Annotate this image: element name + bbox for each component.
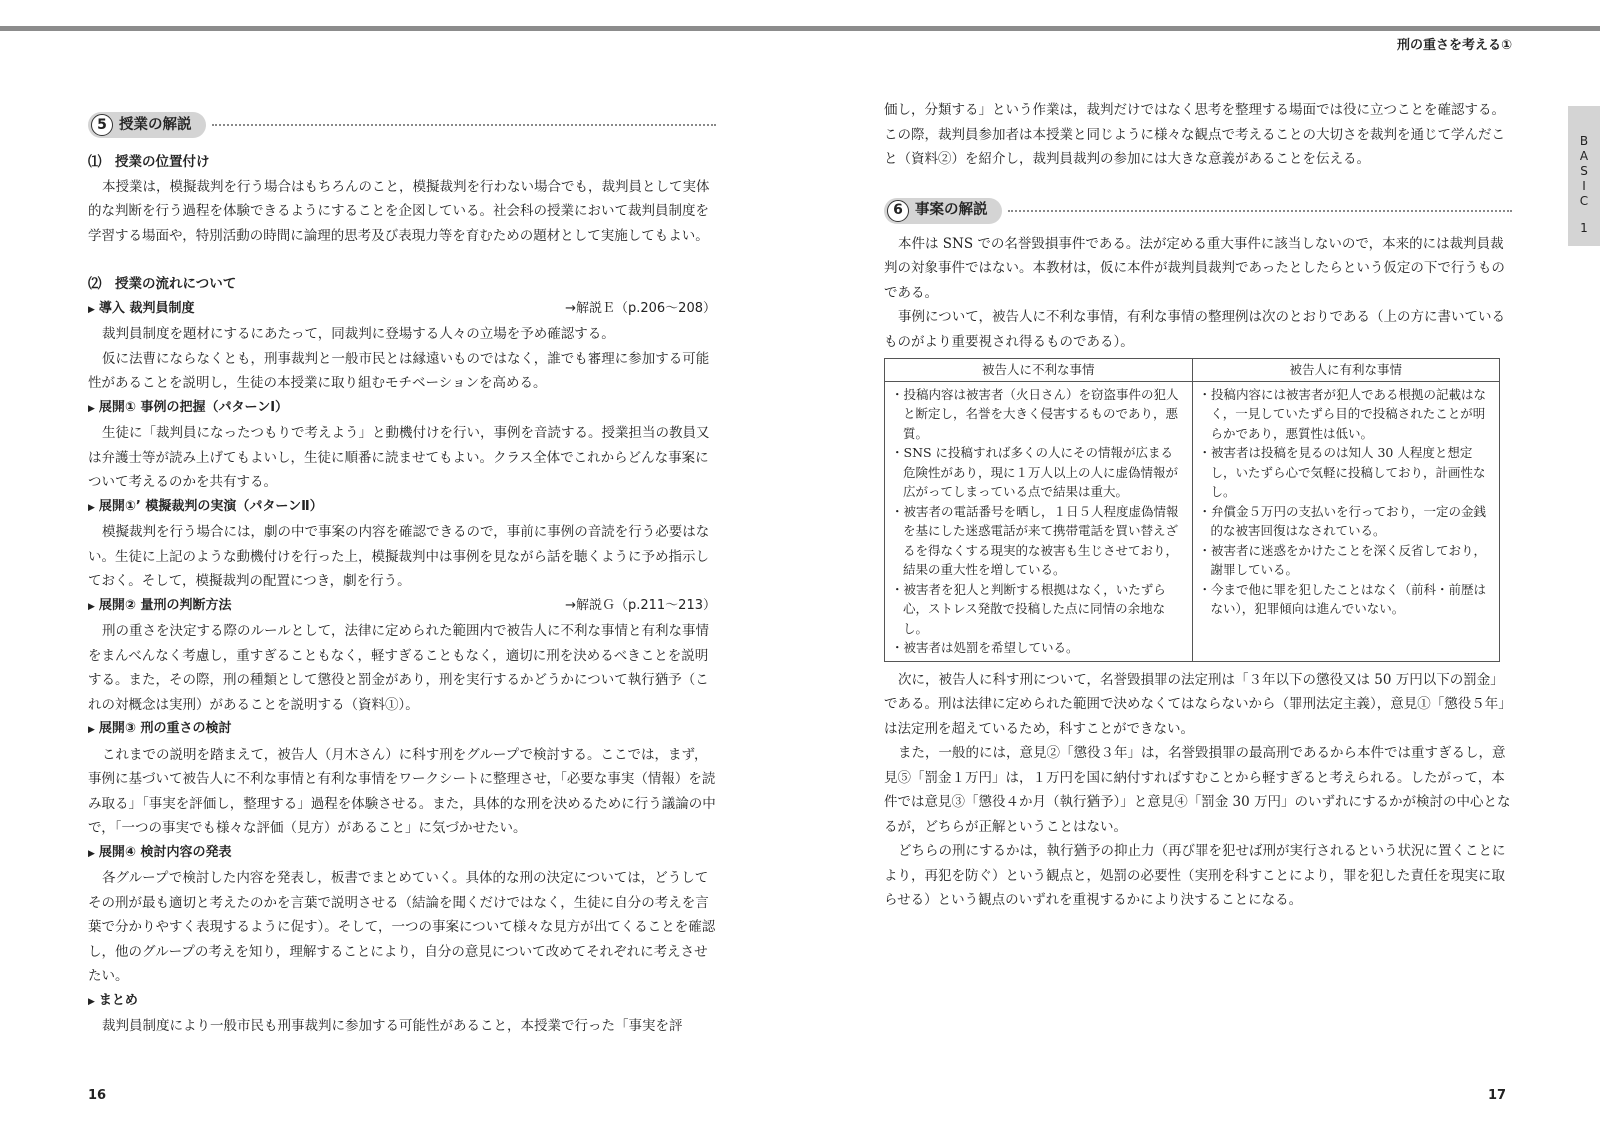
list-item: ・弁償金５万円の支払いを行っており，一定の金銭的な被害回復はなされている。: [1198, 503, 1487, 538]
reference-link-text: →解説Ｅ（p.206〜208）: [565, 300, 716, 316]
step-heading: ▶ 導入 裁判員制度 →解説Ｅ（p.206〜208）: [88, 297, 716, 323]
side-tab-letter: A: [1579, 149, 1589, 163]
triangle-bullet-icon: ▶: [88, 403, 95, 414]
triangle-bullet-icon: ▶: [88, 725, 95, 735]
section-number-badge: 6: [887, 200, 909, 222]
unfavorable-cell: [885, 381, 1193, 661]
reference-link-text: →解説Ｇ（p.211〜213）: [565, 597, 716, 613]
subheading-flow: ⑵ 授業の流れについて: [88, 276, 237, 292]
paragraph-continuation: 価し，分類する」という作業は，裁判だけではなく思考を整理する場面では役に立つことを確認する。この際，裁判員参加者は本授業と同じように様々な観点で考えることの大切さを裁判を通じて学んだこと（資料②）を紹介し，裁判員裁判の参加には大きな意義があることを伝える。: [884, 102, 1505, 167]
triangle-bullet-icon: ▶: [88, 601, 95, 612]
section-title: 事案の解説: [915, 202, 988, 219]
dotted-rule: [1008, 210, 1513, 212]
list-item: ・被害者は投稿を見るのは知人 30 人程度と想定し，いたずら心で気軽に投稿しており，計画性なし。: [1198, 445, 1486, 499]
subheading-position: ⑴ 授業の位置付け: [88, 154, 210, 170]
paragraph: これまでの説明を踏まえて，被告人（月木さん）に科す刑をグループで検討する。ここでは，まず，事例に基づいて被告人に不利な事情と有利な事情をワークシートに整理させ，「必要な事実（情報）を読み取る」「事実を評価し，整理する」過程を体験させる。また，具体的な刑を決めるために行う議論の中で，「一つの事実でも様々な評価（見方）があること」に気づかせたい。: [88, 746, 716, 836]
triangle-bullet-icon: ▶: [88, 848, 95, 859]
list-item: ・被害者は処罰を希望している。: [891, 640, 1079, 655]
left-column: [88, 110, 716, 1039]
side-tab-letter: C: [1579, 194, 1589, 208]
paragraph: 事例について，被告人に不利な事情，有利な事情の整理例は次のとおりである（上の方に書いているものがより重要視され得るものである）。: [884, 309, 1505, 350]
page-number-right: 17: [1488, 1088, 1507, 1103]
list-item: ・SNS に投稿すれば多くの人にその情報が広まる危険性があり，現に１万人以上の人に虚偽情報が広がってしまっている点で結果は重大。: [891, 445, 1179, 499]
section-title: 授業の解説: [119, 116, 192, 133]
favorable-cell: [1192, 381, 1500, 661]
paragraph: 裁判員制度により一般市民も刑事裁判に参加する可能性があること，本授業で行った「事実を評: [102, 1018, 683, 1034]
paragraph: 模擬裁判を行う場合には，劇の中で事案の内容を確認できるので，事前に事例の音読を行う必要はない。生徒に上記のような動機付けを行った上，模擬裁判中は事例を見ながら話を聴くように予め指示しておく。そして，模擬裁判の配置につき，劇を行う。: [88, 524, 710, 589]
side-tab-letter: I: [1582, 179, 1586, 193]
list-item: ・投稿内容は被害者（火日さん）を窃盗事件の犯人と断定し，名誉を大きく侵害するものであり，悪質。: [891, 386, 1179, 441]
side-tab-number: 1: [1580, 221, 1588, 235]
list-item: ・被害者を犯人と判断する根拠はなく，いたずら心，ストレス発散で投稿した点に同情の余地なし。: [891, 581, 1166, 636]
top-rule: [0, 26, 1600, 31]
section-6-pill: [884, 198, 1002, 224]
paragraph: どちらの刑にするかは，執行猶予の抑止力（再び罪を犯せば刑が実行されるという状況に置くことにより，再犯を防ぐ）という観点と，処罰の必要性（実刑を科すことにより，罪を犯した責任を現実に取らせる）という観点のいずれを重視するかにより決することになる。: [884, 843, 1506, 908]
side-tab-letter: S: [1580, 164, 1588, 178]
dotted-rule: [212, 124, 717, 126]
table-header-favorable: 被告人に有利な事情: [1192, 359, 1500, 382]
section-5-pill: [88, 112, 206, 138]
list-item: ・今まで他に罪を犯したことはなく（前科・前歴はない），犯罪傾向は進んでいない。: [1198, 581, 1487, 616]
side-tab-basic: [1568, 106, 1600, 246]
page-number-left: 16: [88, 1088, 107, 1103]
step-heading: ▶ 展開① 事例の把握（パターンⅠ）: [88, 399, 289, 415]
section-6-heading: [884, 196, 1512, 226]
triangle-bullet-icon: ▶: [88, 502, 95, 513]
paragraph: 本件は SNS での名誉毀損事件である。法が定める重大事件に該当しないので，本来的には裁判員裁判の対象事件ではない。本教材は，仮に本件が裁判員裁判であったとしたらという仮定の下で行うものである。: [884, 235, 1505, 301]
step-heading: ▶ 展開③ 刑の重さの検討: [88, 721, 232, 736]
triangle-bullet-icon: ▶: [88, 304, 95, 315]
paragraph: 次に，被告人に科す刑について，名誉毀損罪の法定刑は「３年以下の懲役又は 50 万円以下の罰金」である。刑は法律に定められた範囲で決めなくてはならないから（罪刑法定主義），意見①「懲役５年」は法定刑を超えているため，科すことができない。: [884, 671, 1512, 737]
paragraph: また，一般的には，意見②「懲役３年」は，名誉毀損罪の最高刑であるから本件では重すぎるし，意見⑤「罰金１万円」は，１万円を国に納付すればすむことから軽すぎると考えられる。したがって，本件では意見③「懲役４か月（執行猶予）」と意見④「罰金 30 万円」のいずれにするかが検討の中心となるが，どちらが正解ということはない。: [884, 745, 1511, 835]
paragraph: 各グループで検討した内容を発表し，板書でまとめていく。具体的な刑の決定については，どうしてその刑が最も適切と考えたのかを言葉で説明させる（結論を聞くだけではなく，生徒に自分の考えを言葉で分かりやすく表現するように促す）。そして，一つの事案について様々な見方が出てくることを確認し，他のグループの考えを知り，理解することにより，自分の意見について改めてそれぞれに考えさせたい。: [88, 870, 716, 984]
paragraph: 本授業は，模擬裁判を行う場合はもちろんのこと，模擬裁判を行わない場合でも，裁判員として実体的な判断を行う過程を体験できるようにすることを企図している。社会科の授業において裁判員制度を学習する場面や，特別活動の時間に論理的思考及び表現力等を育むための題材として実施してもよい。: [88, 178, 710, 244]
list-item: ・被害者の電話番号を晒し，１日５人程度虚偽情報を基にした迷惑電話が来て携帯電話を買い替えざるを得なくする現実的な被害も生じさせており，結果の重大性を増している。: [891, 503, 1179, 577]
right-column: [884, 98, 1512, 913]
paragraph: 生徒に「裁判員になったつもりで考えよう」と動機付けを行い，事例を音読する。授業担当の教員又は弁護士等が読み上げてもよいし，生徒に順番に読ませてもよい。クラス全体でこれからどんな事案について考えるのかを共有する。: [88, 425, 710, 490]
step-heading: ▶ まとめ: [88, 992, 138, 1008]
running-header-title: 刑の重さを考える①: [1396, 38, 1512, 53]
section-5-heading: [88, 110, 716, 140]
list-item: ・被害者に迷惑をかけたことを深く反省しており，謝罪している。: [1198, 542, 1487, 577]
list-item: ・投稿内容には被害者が犯人である根拠の記載はなく，一見していたずら目的で投稿されたことが明らかであり，悪質性は低い。: [1198, 386, 1487, 441]
table-header-unfavorable: 被告人に不利な事情: [885, 359, 1193, 382]
paragraph: 裁判員制度を題材にするにあたって，同裁判に登場する人々の立場を予め確認する。: [102, 326, 615, 342]
paragraph: 仮に法曹にならなくとも，刑事裁判と一般市民とは縁遠いものではなく，誰でも審理に参加する可能性があることを説明し，生徒の本授業に取り組むモチベーションを高める。: [88, 350, 710, 391]
step-heading: ▶ 展開② 量刑の判断方法 →解説Ｇ（p.211〜213）: [88, 594, 716, 620]
paragraph: 刑の重さを決定する際のルールとして，法律に定められた範囲内で被告人に不利な事情と有利な事情をまんべんなく考慮し，重すぎることもなく，軽すぎることもなく，適切に刑を決めるべきことを説明する。また，その際，刑の種類として懲役と罰金があり，刑を実行するかどうかについて執行猶予（これの対概念は実刑）があることを説明する（資料①）。: [88, 623, 709, 713]
circumstances-table: [884, 358, 1500, 662]
step-heading: ▶ 展開①’ 模擬裁判の実演（パターンⅡ）: [88, 498, 323, 514]
step-heading: ▶ 展開④ 検討内容の発表: [88, 844, 232, 860]
section-number-badge: 5: [91, 114, 113, 136]
side-tab-letter: B: [1579, 134, 1589, 148]
triangle-bullet-icon: ▶: [88, 996, 95, 1007]
